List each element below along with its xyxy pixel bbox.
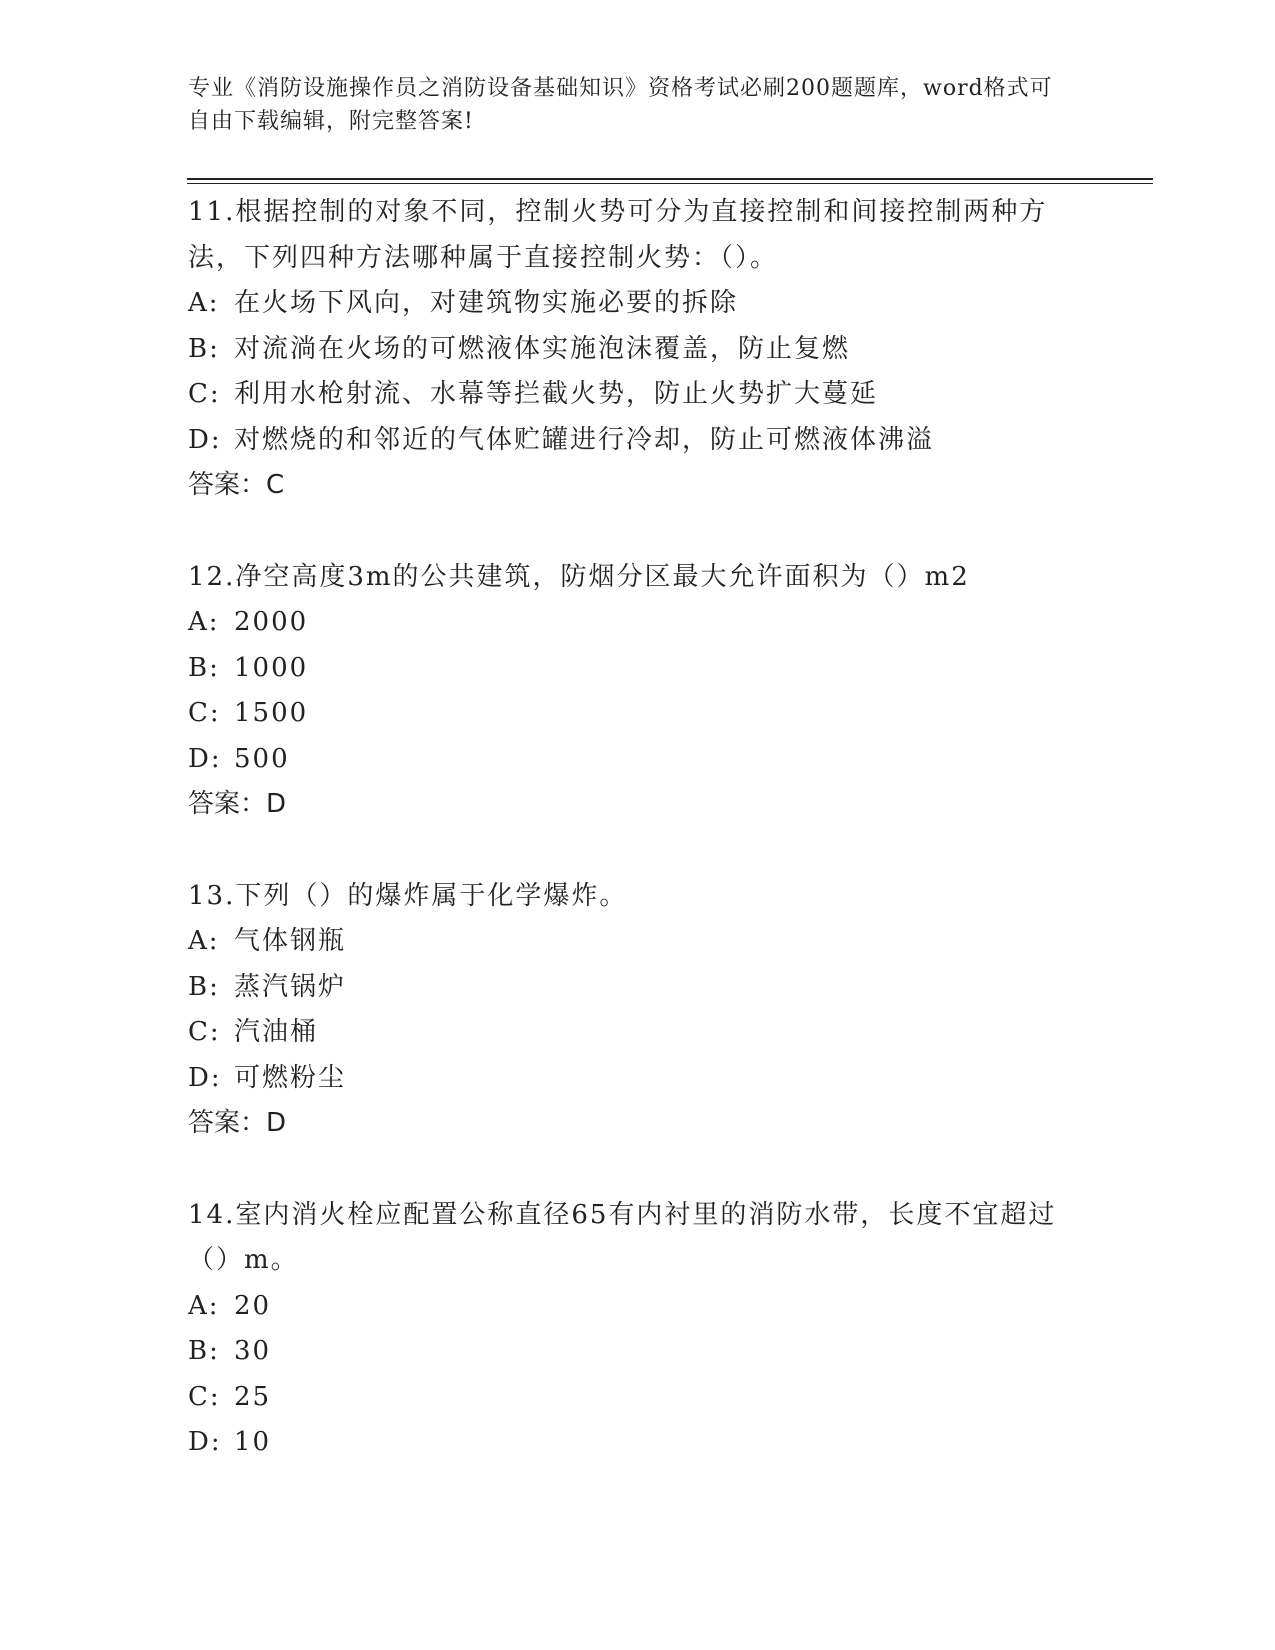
option-letter: C: [188,379,221,409]
option-c [188,1375,1088,1421]
question-12 [188,555,1088,828]
option-text: 25 [234,1381,272,1412]
option-b [188,646,1088,692]
option-letter: A: [188,288,220,318]
option-text: 对燃烧的和邻近的气体贮罐进行冷却，防止可燃液体沸溢 [234,424,935,455]
question-11 [188,190,1088,509]
option-letter: D: [188,424,222,455]
option-d [188,737,1088,783]
option-text: 汽油桶 [234,1017,319,1047]
header-divider-thick [187,178,1153,180]
question-stem: 12.净空高度3m的公共建筑，防烟分区最大允许面积为（）m2 [188,561,970,592]
option-c [188,372,1088,418]
option-text: 2000 [234,607,309,637]
option-a [188,1284,1088,1330]
option-letter: A: [188,607,220,637]
option-b [188,965,1088,1011]
option-letter: D: [188,1427,222,1457]
option-c [188,691,1088,737]
option-text: 500 [234,743,290,774]
option-d [188,418,1088,464]
header-divider-thin [187,183,1153,184]
option-letter: C: [188,1381,221,1412]
option-text: 蒸汽锅炉 [234,971,347,1002]
option-letter: C: [188,698,221,728]
option-b [188,327,1088,373]
question-14 [188,1193,1088,1466]
option-d [188,1420,1088,1466]
option-letter: D: [188,743,222,774]
answer-line: 答案：C [188,470,285,500]
question-stem: 13.下列（）的爆炸属于化学爆炸。 [188,880,628,911]
option-a [188,281,1088,327]
option-letter: D: [188,1062,222,1093]
option-letter: B: [188,652,220,683]
option-text: 利用水枪射流、水幕等拦截火势，防止火势扩大蔓延 [234,379,879,409]
option-b [188,1329,1088,1375]
option-text: 可燃粉尘 [234,1062,347,1093]
document-header: 专业《消防设施操作员之消防设备基础知识》资格考试必刷200题题库，word格式可自由下载编辑，附完整答案! [188,76,1053,134]
option-letter: B: [188,971,220,1002]
option-d [188,1056,1088,1102]
option-letter: A: [188,1290,220,1321]
option-text: 在火场下风向，对建筑物实施必要的拆除 [234,288,739,318]
option-c [188,1010,1088,1056]
question-13 [188,874,1088,1147]
option-text: 1000 [234,652,309,683]
question-list [188,190,1088,1512]
option-text: 对流淌在火场的可燃液体实施泡沫覆盖，防止复燃 [234,333,851,364]
option-text: 气体钢瓶 [234,926,347,956]
option-letter: A: [188,926,220,956]
question-stem: 14.室内消火栓应配置公称直径65有内衬里的消防水带，长度不宜超过（）m。 [188,1199,1057,1275]
option-letter: B: [188,333,220,364]
question-stem: 11.根据控制的对象不同，控制火势可分为直接控制和间接控制两种方法，下列四种方法哪种属于直接控制火势：（）。 [188,197,1048,273]
option-text: 20 [234,1290,272,1321]
option-a [188,919,1088,965]
option-text: 1500 [234,698,309,728]
answer-line: 答案：D [188,1108,287,1138]
option-text: 10 [234,1427,272,1457]
option-a [188,600,1088,646]
option-text: 30 [234,1336,272,1366]
option-letter: B: [188,1336,220,1366]
answer-line: 答案：D [188,789,287,819]
option-letter: C: [188,1017,221,1047]
